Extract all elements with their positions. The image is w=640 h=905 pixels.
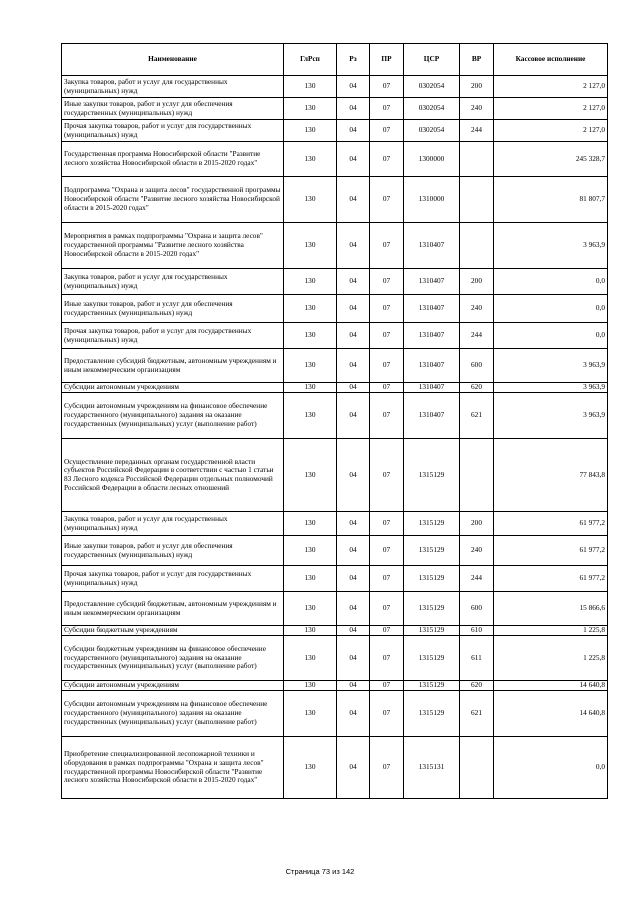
cell-glrsp: 130 [284, 636, 337, 681]
cell-pr: 07 [370, 636, 404, 681]
header-rz: Рз [337, 44, 370, 76]
cell-csr: 1310407 [404, 323, 460, 349]
cell-pr: 07 [370, 737, 404, 799]
table-row [62, 269, 608, 295]
cell-glrsp: 130 [284, 269, 337, 295]
cell-amount: 2 127,0 [494, 98, 608, 120]
cell-pr: 07 [370, 295, 404, 323]
cell-glrsp: 130 [284, 295, 337, 323]
cell-rz: 04 [337, 566, 370, 592]
cell-rz: 04 [337, 98, 370, 120]
cell-vr [460, 439, 494, 512]
cell-rz: 04 [337, 536, 370, 566]
cell-amount: 77 843,8 [494, 439, 608, 512]
cell-csr: 1300000 [404, 142, 460, 177]
cell-csr: 1315129 [404, 636, 460, 681]
table-row [62, 76, 608, 98]
header-amount: Кассовое исполнение [494, 44, 608, 76]
cell-rz: 04 [337, 142, 370, 177]
cell-glrsp: 130 [284, 626, 337, 636]
header-glrsp: ГлРсп [284, 44, 337, 76]
table-row [62, 626, 608, 636]
cell-pr: 07 [370, 223, 404, 269]
cell-glrsp: 130 [284, 439, 337, 512]
cell-csr: 1310407 [404, 295, 460, 323]
header-pr: ПР [370, 44, 404, 76]
cell-vr: 600 [460, 349, 494, 383]
cell-pr: 07 [370, 98, 404, 120]
cell-name: Субсидии автономным учреждениям на финансовое обеспечение государственного (муниципального) задания на оказание государственных (муниципальных) услуг (выполнение работ) [62, 691, 284, 737]
table-row [62, 512, 608, 536]
cell-amount: 1 225,8 [494, 636, 608, 681]
cell-amount: 81 807,7 [494, 177, 608, 223]
table-row [62, 681, 608, 691]
cell-rz: 04 [337, 223, 370, 269]
cell-rz: 04 [337, 349, 370, 383]
cell-vr: 240 [460, 98, 494, 120]
budget-table [61, 43, 608, 799]
cell-pr: 07 [370, 626, 404, 636]
cell-name: Закупка товаров, работ и услуг для государственных (муниципальных) нужд [62, 269, 284, 295]
cell-glrsp: 130 [284, 383, 337, 393]
cell-rz: 04 [337, 177, 370, 223]
cell-name: Мероприятия в рамках подпрограммы "Охрана и защита лесов" государственной программы "Развитие лесного хозяйства Новосибирской области в 2015-2020 годах" [62, 223, 284, 269]
cell-amount: 0,0 [494, 323, 608, 349]
cell-name: Государственная программа Новосибирской области "Развитие лесного хозяйства Новосибирской области в 2015-2020 годах" [62, 142, 284, 177]
cell-vr: 244 [460, 566, 494, 592]
cell-vr [460, 177, 494, 223]
table-row [62, 223, 608, 269]
cell-glrsp: 130 [284, 536, 337, 566]
header-name: Наименование [62, 44, 284, 76]
cell-vr: 200 [460, 512, 494, 536]
cell-name: Подпрограмма "Охрана и защита лесов" государственной программы Новосибирской области "Развитие лесного хозяйства Новосибирской области в 2015-2020 годах" [62, 177, 284, 223]
table-row [62, 636, 608, 681]
cell-csr: 1315129 [404, 626, 460, 636]
cell-csr: 0302054 [404, 76, 460, 98]
cell-vr: 621 [460, 691, 494, 737]
cell-amount: 0,0 [494, 295, 608, 323]
cell-pr: 07 [370, 142, 404, 177]
cell-name: Субсидии автономным учреждениям [62, 681, 284, 691]
cell-amount: 0,0 [494, 737, 608, 799]
cell-csr: 1310407 [404, 383, 460, 393]
cell-amount: 3 963,9 [494, 393, 608, 439]
cell-glrsp: 130 [284, 566, 337, 592]
header-csr: ЦСР [404, 44, 460, 76]
table-row [62, 439, 608, 512]
cell-name: Предоставление субсидий бюджетным, автономным учреждениям и иным некоммерческим организациям [62, 349, 284, 383]
cell-csr: 1315129 [404, 691, 460, 737]
cell-vr [460, 142, 494, 177]
cell-amount: 1 225,8 [494, 626, 608, 636]
cell-vr [460, 737, 494, 799]
cell-pr: 07 [370, 76, 404, 98]
cell-pr: 07 [370, 177, 404, 223]
cell-name: Прочая закупка товаров, работ и услуг для государственных (муниципальных) нужд [62, 323, 284, 349]
cell-csr: 1315129 [404, 592, 460, 626]
table-row [62, 383, 608, 393]
cell-csr: 0302054 [404, 120, 460, 142]
table-row [62, 349, 608, 383]
cell-glrsp: 130 [284, 323, 337, 349]
cell-name: Прочая закупка товаров, работ и услуг для государственных (муниципальных) нужд [62, 120, 284, 142]
table-row [62, 295, 608, 323]
cell-rz: 04 [337, 592, 370, 626]
cell-name: Закупка товаров, работ и услуг для государственных (муниципальных) нужд [62, 512, 284, 536]
table-body [62, 76, 608, 799]
cell-rz: 04 [337, 383, 370, 393]
table-row [62, 177, 608, 223]
cell-name: Субсидии автономным учреждениям на финансовое обеспечение государственного (муниципального) задания на оказание государственных (муниципальных) услуг (выполнение работ) [62, 393, 284, 439]
header-vr: ВР [460, 44, 494, 76]
cell-rz: 04 [337, 295, 370, 323]
cell-vr: 611 [460, 636, 494, 681]
cell-rz: 04 [337, 691, 370, 737]
cell-rz: 04 [337, 120, 370, 142]
cell-name: Субсидии бюджетным учреждениям [62, 626, 284, 636]
cell-glrsp: 130 [284, 349, 337, 383]
cell-amount: 14 640,8 [494, 691, 608, 737]
cell-name: Предоставление субсидий бюджетным, автономным учреждениям и иным некоммерческим организациям [62, 592, 284, 626]
cell-glrsp: 130 [284, 691, 337, 737]
cell-name: Осуществление переданных органам государственной власти субъектов Российской Федерации в соответствии с частью 1 статьи 83 Лесного кодекса Российской Федерации отдельных полномочий Российской Федерации в области лесных отношений [62, 439, 284, 512]
cell-amount: 14 640,8 [494, 681, 608, 691]
table-row [62, 737, 608, 799]
cell-csr: 1310407 [404, 393, 460, 439]
cell-glrsp: 130 [284, 142, 337, 177]
cell-pr: 07 [370, 439, 404, 512]
cell-name: Субсидии автономным учреждениям [62, 383, 284, 393]
cell-amount: 61 977,2 [494, 512, 608, 536]
cell-amount: 2 127,0 [494, 120, 608, 142]
cell-pr: 07 [370, 566, 404, 592]
cell-csr: 1315131 [404, 737, 460, 799]
cell-name: Закупка товаров, работ и услуг для государственных (муниципальных) нужд [62, 76, 284, 98]
cell-csr: 1310407 [404, 223, 460, 269]
cell-glrsp: 130 [284, 592, 337, 626]
table-row [62, 98, 608, 120]
cell-amount: 0,0 [494, 269, 608, 295]
cell-glrsp: 130 [284, 393, 337, 439]
table-row [62, 691, 608, 737]
cell-glrsp: 130 [284, 98, 337, 120]
cell-amount: 15 866,6 [494, 592, 608, 626]
cell-vr: 244 [460, 323, 494, 349]
cell-csr: 1315129 [404, 566, 460, 592]
cell-rz: 04 [337, 681, 370, 691]
table-row [62, 142, 608, 177]
cell-rz: 04 [337, 393, 370, 439]
table-row [62, 536, 608, 566]
cell-amount: 61 977,2 [494, 566, 608, 592]
cell-pr: 07 [370, 323, 404, 349]
cell-name: Иные закупки товаров, работ и услуг для обеспечения государственных (муниципальных) нужд [62, 295, 284, 323]
cell-rz: 04 [337, 323, 370, 349]
cell-pr: 07 [370, 393, 404, 439]
cell-amount: 3 963,9 [494, 223, 608, 269]
cell-vr: 620 [460, 383, 494, 393]
cell-name: Иные закупки товаров, работ и услуг для обеспечения государственных (муниципальных) нужд [62, 98, 284, 120]
cell-name: Прочая закупка товаров, работ и услуг для государственных (муниципальных) нужд [62, 566, 284, 592]
cell-amount: 61 977,2 [494, 536, 608, 566]
cell-csr: 1310407 [404, 349, 460, 383]
cell-rz: 04 [337, 512, 370, 536]
cell-vr: 600 [460, 592, 494, 626]
cell-amount: 245 328,7 [494, 142, 608, 177]
cell-amount: 3 963,9 [494, 349, 608, 383]
table-row [62, 592, 608, 626]
cell-csr: 1310407 [404, 269, 460, 295]
cell-glrsp: 130 [284, 223, 337, 269]
cell-vr: 620 [460, 681, 494, 691]
cell-rz: 04 [337, 636, 370, 681]
cell-pr: 07 [370, 681, 404, 691]
cell-rz: 04 [337, 76, 370, 98]
cell-amount: 2 127,0 [494, 76, 608, 98]
cell-vr: 621 [460, 393, 494, 439]
table-row [62, 566, 608, 592]
cell-glrsp: 130 [284, 737, 337, 799]
cell-pr: 07 [370, 120, 404, 142]
cell-glrsp: 130 [284, 120, 337, 142]
cell-csr: 1310000 [404, 177, 460, 223]
cell-vr: 244 [460, 120, 494, 142]
cell-pr: 07 [370, 592, 404, 626]
table-header [62, 44, 608, 76]
cell-pr: 07 [370, 691, 404, 737]
cell-pr: 07 [370, 383, 404, 393]
cell-name: Приобретение специализированной лесопожарной техники и оборудования в рамках подпрограммы "Охрана и защита лесов" государственной программы Новосибирской области "Развитие лесного хозяйства Новосибирской области в 2015-2020 годах" [62, 737, 284, 799]
cell-vr [460, 223, 494, 269]
cell-rz: 04 [337, 626, 370, 636]
cell-pr: 07 [370, 512, 404, 536]
table-row [62, 323, 608, 349]
cell-name: Субсидии бюджетным учреждениям на финансовое обеспечение государственного (муниципального) задания на оказание государственных (муниципальных) услуг (выполнение работ) [62, 636, 284, 681]
page-number: Страница 73 из 142 [285, 867, 355, 876]
cell-pr: 07 [370, 349, 404, 383]
cell-rz: 04 [337, 737, 370, 799]
cell-pr: 07 [370, 269, 404, 295]
cell-vr: 200 [460, 76, 494, 98]
cell-csr: 1315129 [404, 681, 460, 691]
cell-vr: 200 [460, 269, 494, 295]
cell-csr: 1315129 [404, 512, 460, 536]
cell-rz: 04 [337, 439, 370, 512]
cell-name: Иные закупки товаров, работ и услуг для обеспечения государственных (муниципальных) нужд [62, 536, 284, 566]
cell-vr: 610 [460, 626, 494, 636]
cell-glrsp: 130 [284, 512, 337, 536]
cell-glrsp: 130 [284, 76, 337, 98]
cell-amount: 3 963,9 [494, 383, 608, 393]
cell-rz: 04 [337, 269, 370, 295]
cell-glrsp: 130 [284, 681, 337, 691]
cell-csr: 0302054 [404, 98, 460, 120]
table-row [62, 120, 608, 142]
table-row [62, 393, 608, 439]
cell-vr: 240 [460, 536, 494, 566]
cell-glrsp: 130 [284, 177, 337, 223]
cell-vr: 240 [460, 295, 494, 323]
header-row [62, 44, 608, 76]
cell-csr: 1315129 [404, 536, 460, 566]
cell-pr: 07 [370, 536, 404, 566]
cell-csr: 1315129 [404, 439, 460, 512]
